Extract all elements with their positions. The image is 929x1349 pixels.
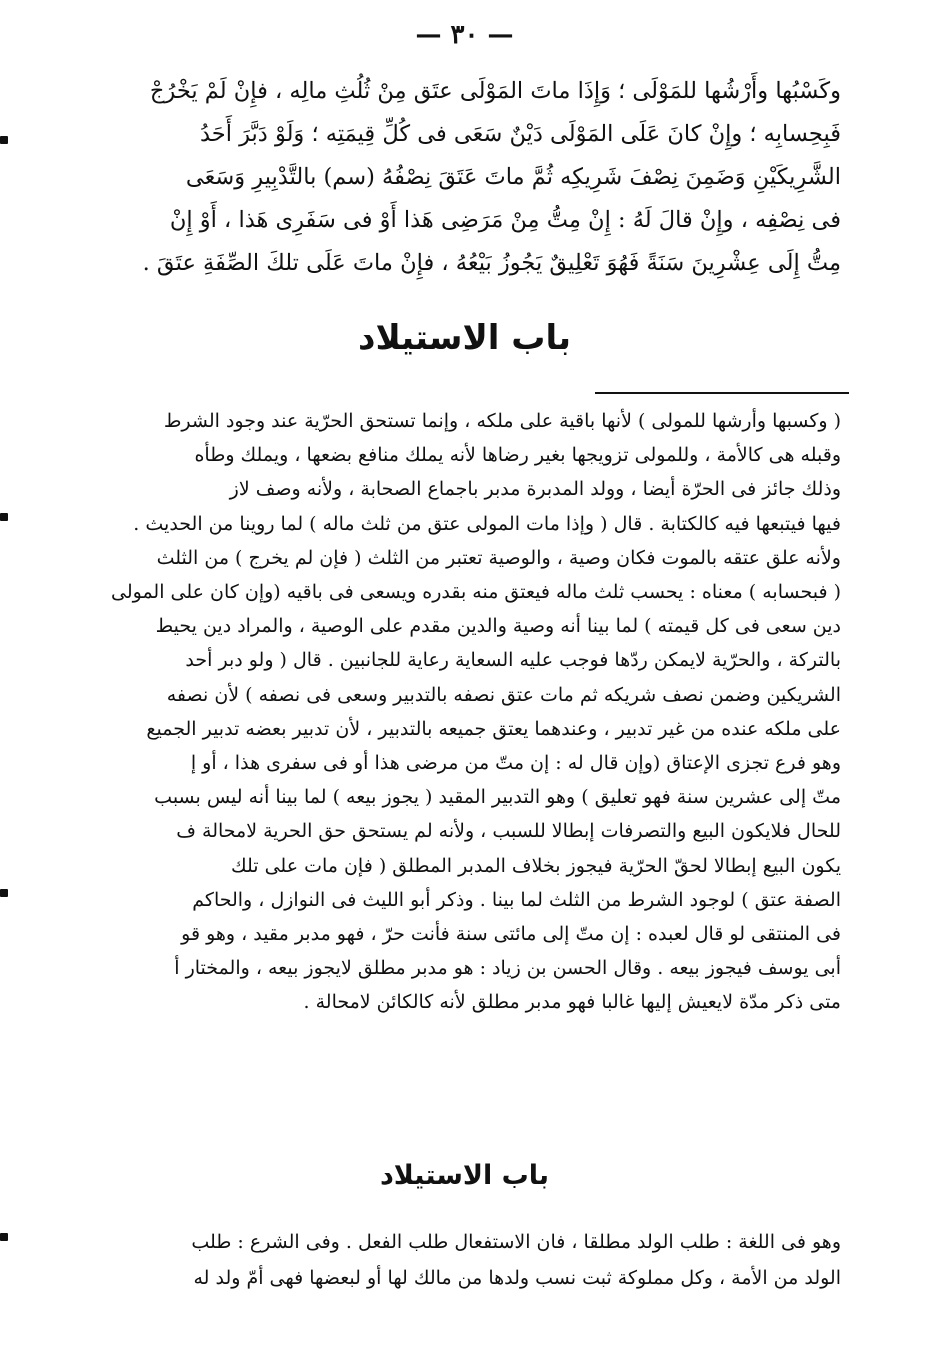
definition-block [86,1224,841,1296]
divider-line [595,392,849,394]
commentary-block [86,404,841,1020]
main-text-line: وكَسْبُها وأَرْشُها للمَوْلَى ؛ وَإِذَا ماتَ المَوْلَى عتَق مِنْ ثُلُثِ مالِه ، فإِنْ لَمْ يَخْرُجْ [149,78,841,104]
commentary-line: الصفة عتق ) لوجود الشرط من الثلث لما بينا . وذكر أبو الليث فى النوازل ، والحاكم [192,888,841,911]
page-number: — ٣٠ — [415,20,514,50]
commentary-line: يكون البيع إبطالا لحقّ الحرّية فيجوز بخلاف المدبر المطلق ( فإن مات على تلك [230,854,841,877]
margin-mark [0,889,8,897]
commentary-line: فيها فيتبعها فيه كالكتابة . قال ( وإذا مات المولى عتق من ثلث ماله ) لما روينا من الحديث . [133,512,841,535]
main-text-line: مِتُّ إِلَى عِشْرِينَ سَنَةً فَهُوَ تَعْلِيقٌ يَجُوزُ بَيْعُهُ ، فإِنْ ماتَ عَلَى تلكَ الصِّفَةِ عتَقَ . [142,250,841,276]
margin-mark [0,513,8,521]
margin-mark [0,1233,8,1241]
margin-mark [0,136,8,144]
commentary-line: للحال فلايكون البيع والتصرفات إبطالا للسبب ، ولأنه لم يستحق حق الحرية لامحالة ف [176,820,841,843]
definition-line: وهو فى اللغة : طلب الولد مطلقا ، فان الاستفعال طلب الفعل . وفى الشرع : طلب [191,1231,841,1253]
commentary-line: على ملكه عنده من غير تدبير ، وعندهما يعتق جميعه بالتدبير ، لأن تدبير بعضه تدبير الجميع [146,717,841,740]
main-text-block [86,70,841,285]
definition-line: الولد من الأمة ، وكل مملوكة ثبت نسب ولدها من مالك لها أو لبعضها فهى أمّ ولد له [193,1267,841,1289]
commentary-line: الشريكين وضمن نصف شريكه ثم مات عتق نصفه بالتدبير وسعى فى نصفه ) لأن نصفه [166,683,841,706]
commentary-line: ولأنه علق عتقه بالموت فكان وصية ، والوصية تعتبر من الثلث ( فإن لم يخرج ) من الثلث [156,546,841,569]
section-title: باب الاستيلاد [379,1160,550,1191]
commentary-line: متّ إلى عشرين سنة فهو تعليق ) وهو التدبير المقيد ( يجوز بيعه ) لما بينا أنه ليس بسبب [154,786,841,809]
chapter-title: باب الاستيلاد [358,318,571,358]
main-text-line: الشَّرِيكَيْنِ وَضَمِنَ نِصْفَ شَرِيكِه ثُمَّ ماتَ عَتَقَ نِصْفُهُ (سم) بالتَّدْبِيرِ وَسَعَى [185,164,841,190]
commentary-line: متى ذكر مدّة لايعيش إليها غالبا فهو مدبر مطلق لأنه كالكائن لامحالة . [303,991,841,1014]
commentary-line: ( فبحسابه ) معناه : يحسب ثلث ماله فيعتق منه بقدره ويسعى فى باقيه (وإن كان على المولى [111,581,841,604]
commentary-line: وذلك جائز فى الحرّة أيضا ، وولد المدبرة مدبر باجماع الصحابة ، ولأنه وصف لاز [229,478,841,501]
commentary-line: وهو فرع تجزى الإعتاق (وإن قال له : إن متّ من مرضى هذا أو فى سفرى هذا ، أو إ [190,752,841,775]
commentary-line: فى المنتقى لو قال لعبده : إن متّ إلى مائتى سنة فأنت حرّ ، فهو مدبر مقيد ، وهو قو [181,923,841,946]
commentary-line: دين سعى فى كل قيمته ) لما بينا أنه وصية والدين مقدم على الوصية ، والمراد دين يحيط [155,615,841,638]
commentary-line: بالتركة ، والحرّية لايمكن ردّها فوجب عليه السعاية رعاية للجانبين . قال ( ولو دبر أحد [185,649,841,672]
commentary-line: ( وكسبها وأرشها للمولى ) لأنها باقية على ملكه ، وإنما تستحق الحرّية عند وجود الشرط [163,410,841,432]
main-text-line: فى نِصْفِه ، وإِنْ قالَ لَهُ : إِنْ مِتُّ مِنْ مَرَضِى هَذا أَوْ فى سَفَرِى هَذا ، أَوْ إِنْ [169,207,841,233]
commentary-line: وقبله هى كالأمة ، وللمولى تزويجها بغير رضاها لأنه يملك منافع بضعها ، ويملك وطأه [194,444,841,467]
main-text-line: فَبِحِسابِه ؛ وإِنْ كانَ عَلَى المَوْلَى دَيْنٌ سَعَى فى كُلِّ قِيمَتِه ؛ وَلَوْ دَبَّرَ أَحَدُ [199,121,841,147]
commentary-line: أبى يوسف فيجوز بيعه . وقال الحسن بن زياد : هو مدبر مطلق لايجوز بيعه ، والمختار أ [174,957,841,980]
